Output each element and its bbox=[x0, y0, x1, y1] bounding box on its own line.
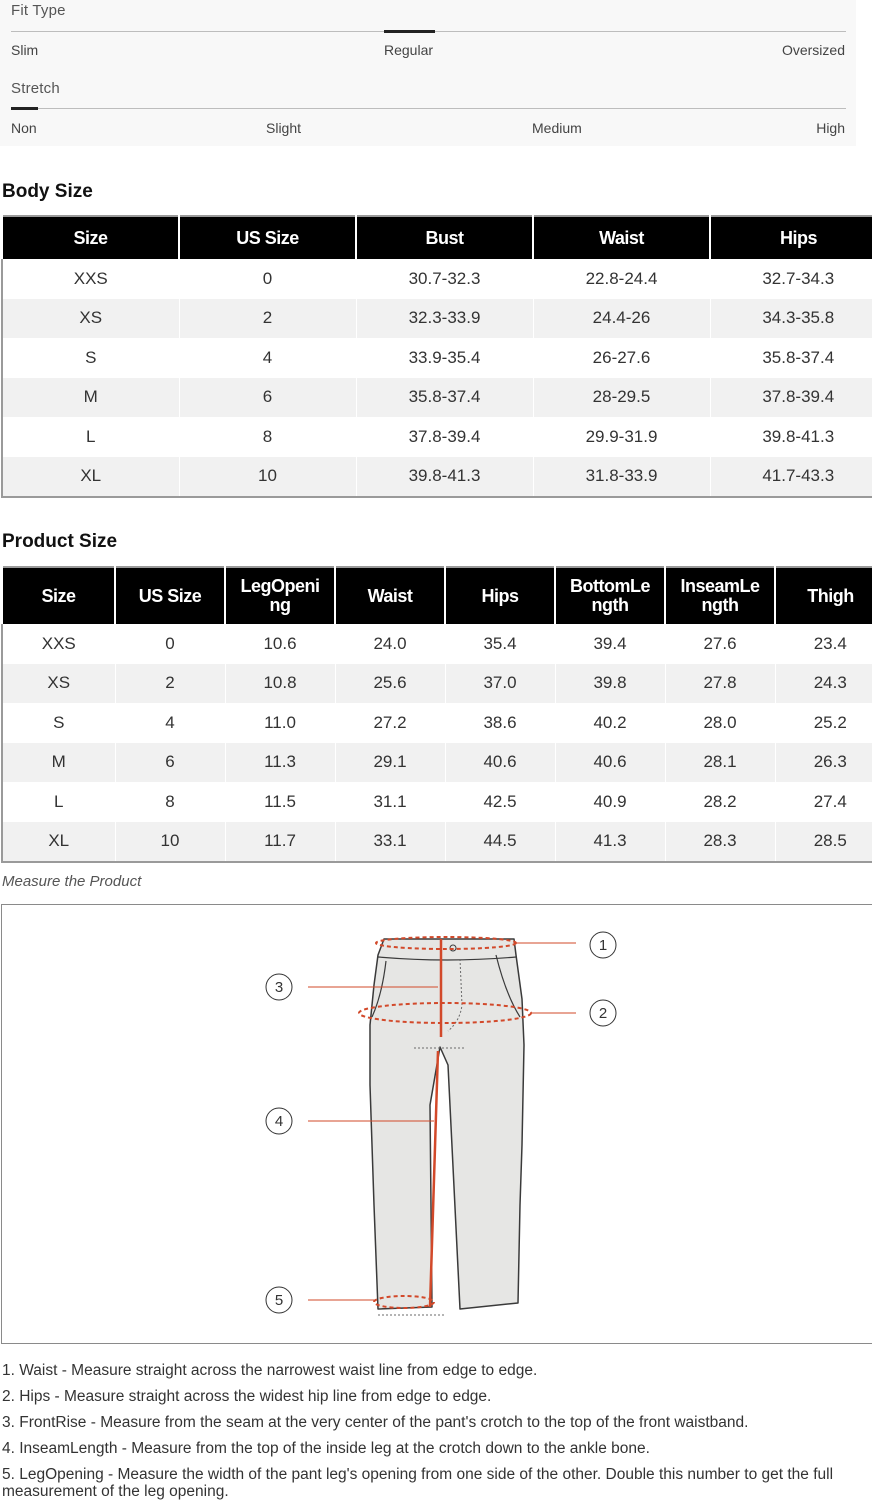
table-cell: L bbox=[2, 417, 179, 457]
callout-1-label: 1 bbox=[598, 937, 608, 954]
header-bottom-length bbox=[555, 567, 665, 624]
stretch-label-non: Non bbox=[11, 120, 37, 136]
callout-1 bbox=[590, 932, 616, 958]
table-cell: 2 bbox=[115, 664, 225, 704]
table-cell: 34.3-35.8 bbox=[710, 299, 872, 339]
table-cell: 40.6 bbox=[445, 743, 555, 783]
note-hips: 2. Hips - Measure straight across the widest hip line from edge to edge. bbox=[2, 1388, 492, 1405]
stretch-label-high: High bbox=[816, 120, 845, 136]
callout-4-label: 4 bbox=[274, 1113, 284, 1130]
body-size-title: Body Size bbox=[2, 181, 93, 202]
header-hips: Hips bbox=[445, 567, 555, 624]
callout-5 bbox=[266, 1287, 292, 1313]
table-cell: 6 bbox=[115, 743, 225, 783]
table-cell: XXS bbox=[2, 259, 179, 299]
table-cell: 40.6 bbox=[555, 743, 665, 783]
callout-3 bbox=[266, 974, 292, 1000]
pants-diagram bbox=[2, 905, 872, 1343]
fit-stretch-panel bbox=[0, 0, 856, 146]
header-waist: Waist bbox=[533, 216, 710, 259]
table-cell: XS bbox=[2, 299, 179, 339]
table-cell: 30.7-32.3 bbox=[356, 259, 533, 299]
table-cell: 37.8-39.4 bbox=[710, 378, 872, 418]
table-cell: 31.8-33.9 bbox=[533, 457, 710, 498]
table-cell: 39.8-41.3 bbox=[356, 457, 533, 498]
note-front-rise: 3. FrontRise - Measure from the seam at the very center of the pant's crotch to the top of the front waistband. bbox=[2, 1414, 749, 1431]
table-cell: 29.1 bbox=[335, 743, 445, 783]
table-cell: 28-29.5 bbox=[533, 378, 710, 418]
table-cell: 10.8 bbox=[225, 664, 335, 704]
header-bottom-length-label: BottomLength bbox=[570, 576, 650, 615]
callout-2 bbox=[590, 1000, 616, 1026]
table-cell: 10 bbox=[115, 822, 225, 863]
table-cell: 11.5 bbox=[225, 782, 335, 822]
fit-type-marker bbox=[384, 30, 435, 33]
table-cell: 0 bbox=[179, 259, 356, 299]
table-cell: S bbox=[2, 338, 179, 378]
table-cell: 37.0 bbox=[445, 664, 555, 704]
table-cell: 41.7-43.3 bbox=[710, 457, 872, 498]
table-cell: 10.6 bbox=[225, 624, 335, 664]
table-cell: 28.5 bbox=[775, 822, 872, 863]
product-size-title: Product Size bbox=[2, 531, 118, 552]
table-cell: 25.6 bbox=[335, 664, 445, 704]
table-cell: 27.4 bbox=[775, 782, 872, 822]
table-cell: 11.0 bbox=[225, 703, 335, 743]
body-size-table bbox=[1, 215, 872, 498]
pants-illustration bbox=[370, 939, 524, 1309]
callout-2-label: 2 bbox=[598, 1005, 608, 1022]
table-header-row bbox=[2, 567, 872, 624]
table-row bbox=[2, 743, 872, 783]
table-cell: 35.8-37.4 bbox=[356, 378, 533, 418]
table-cell: 6 bbox=[179, 378, 356, 418]
table-row bbox=[2, 417, 872, 457]
table-cell: 32.7-34.3 bbox=[710, 259, 872, 299]
table-cell: XS bbox=[2, 664, 115, 704]
table-cell: S bbox=[2, 703, 115, 743]
table-cell: 40.2 bbox=[555, 703, 665, 743]
stretch-label-slight: Slight bbox=[266, 120, 302, 136]
table-cell: 26.3 bbox=[775, 743, 872, 783]
header-us-size: US Size bbox=[179, 216, 356, 259]
table-cell: 41.3 bbox=[555, 822, 665, 863]
stretch-label-medium: Medium bbox=[532, 120, 582, 136]
table-cell: 25.2 bbox=[775, 703, 872, 743]
table-row bbox=[2, 259, 872, 299]
table-cell: XL bbox=[2, 457, 179, 498]
note-leg-opening: 5. LegOpening - Measure the width of the pant leg's opening from one side of the other. Double this number to get the full measurement of the leg opening. bbox=[2, 1466, 834, 1500]
table-row bbox=[2, 664, 872, 704]
table-row bbox=[2, 822, 872, 863]
table-row bbox=[2, 624, 872, 664]
table-cell: 0 bbox=[115, 624, 225, 664]
table-cell: 24.3 bbox=[775, 664, 872, 704]
table-cell: XXS bbox=[2, 624, 115, 664]
header-size: Size bbox=[2, 567, 115, 624]
table-cell: 35.4 bbox=[445, 624, 555, 664]
stretch-track bbox=[11, 108, 846, 109]
table-cell: 2 bbox=[179, 299, 356, 339]
callout-5-label: 5 bbox=[274, 1292, 284, 1309]
header-waist: Waist bbox=[335, 567, 445, 624]
table-cell: 35.8-37.4 bbox=[710, 338, 872, 378]
table-cell: 33.1 bbox=[335, 822, 445, 863]
header-size: Size bbox=[2, 216, 179, 259]
fit-label-slim: Slim bbox=[11, 42, 39, 58]
table-row bbox=[2, 703, 872, 743]
table-row bbox=[2, 338, 872, 378]
table-header-row bbox=[2, 216, 872, 259]
table-row bbox=[2, 378, 872, 418]
table-cell: 11.7 bbox=[225, 822, 335, 863]
table-cell: 4 bbox=[179, 338, 356, 378]
table-cell: 37.8-39.4 bbox=[356, 417, 533, 457]
table-cell: 28.0 bbox=[665, 703, 775, 743]
fit-label-oversized: Oversized bbox=[781, 42, 845, 58]
header-leg-opening bbox=[225, 567, 335, 624]
table-cell: 44.5 bbox=[445, 822, 555, 863]
table-cell: 39.4 bbox=[555, 624, 665, 664]
fit-label-regular: Regular bbox=[384, 42, 434, 58]
fit-type-title: Fit Type bbox=[11, 2, 66, 19]
table-cell: 26-27.6 bbox=[533, 338, 710, 378]
table-cell: 10 bbox=[179, 457, 356, 498]
measure-diagram bbox=[1, 904, 872, 1344]
header-us-size: US Size bbox=[115, 567, 225, 624]
table-cell: 39.8 bbox=[555, 664, 665, 704]
table-cell: 38.6 bbox=[445, 703, 555, 743]
header-bust: Bust bbox=[356, 216, 533, 259]
product-size-table bbox=[1, 566, 872, 863]
measurement-notes bbox=[2, 1358, 872, 1500]
table-cell: 40.9 bbox=[555, 782, 665, 822]
table-cell: 24.4-26 bbox=[533, 299, 710, 339]
header-leg-opening-label: LegOpening bbox=[240, 576, 320, 615]
table-cell: 23.4 bbox=[775, 624, 872, 664]
table-cell: 39.8-41.3 bbox=[710, 417, 872, 457]
stretch-marker bbox=[11, 107, 38, 110]
table-cell: 42.5 bbox=[445, 782, 555, 822]
table-row bbox=[2, 299, 872, 339]
callout-3-label: 3 bbox=[274, 979, 284, 996]
table-cell: XL bbox=[2, 822, 115, 863]
table-row bbox=[2, 457, 872, 498]
table-cell: 28.2 bbox=[665, 782, 775, 822]
header-inseam-length bbox=[665, 567, 775, 624]
table-cell: 24.0 bbox=[335, 624, 445, 664]
stretch-title: Stretch bbox=[11, 80, 60, 97]
table-cell: 27.8 bbox=[665, 664, 775, 704]
header-inseam-length-label: InseamLength bbox=[680, 576, 760, 615]
table-cell: 28.3 bbox=[665, 822, 775, 863]
table-cell: L bbox=[2, 782, 115, 822]
table-cell: 32.3-33.9 bbox=[356, 299, 533, 339]
table-cell: 8 bbox=[115, 782, 225, 822]
header-thigh: Thigh bbox=[775, 567, 872, 624]
table-cell: M bbox=[2, 743, 115, 783]
table-cell: 33.9-35.4 bbox=[356, 338, 533, 378]
table-cell: 11.3 bbox=[225, 743, 335, 783]
table-cell: 27.2 bbox=[335, 703, 445, 743]
table-cell: M bbox=[2, 378, 179, 418]
note-waist: 1. Waist - Measure straight across the narrowest waist line from edge to edge. bbox=[2, 1362, 538, 1379]
table-cell: 29.9-31.9 bbox=[533, 417, 710, 457]
note-inseam-length: 4. InseamLength - Measure from the top of the inside leg at the crotch down to the ankle bone. bbox=[2, 1440, 650, 1457]
table-cell: 28.1 bbox=[665, 743, 775, 783]
measure-caption: Measure the Product bbox=[2, 873, 142, 890]
header-hips: Hips bbox=[710, 216, 872, 259]
table-row bbox=[2, 782, 872, 822]
table-cell: 27.6 bbox=[665, 624, 775, 664]
table-cell: 22.8-24.4 bbox=[533, 259, 710, 299]
table-cell: 4 bbox=[115, 703, 225, 743]
callout-4 bbox=[266, 1108, 292, 1134]
table-cell: 8 bbox=[179, 417, 356, 457]
table-cell: 31.1 bbox=[335, 782, 445, 822]
